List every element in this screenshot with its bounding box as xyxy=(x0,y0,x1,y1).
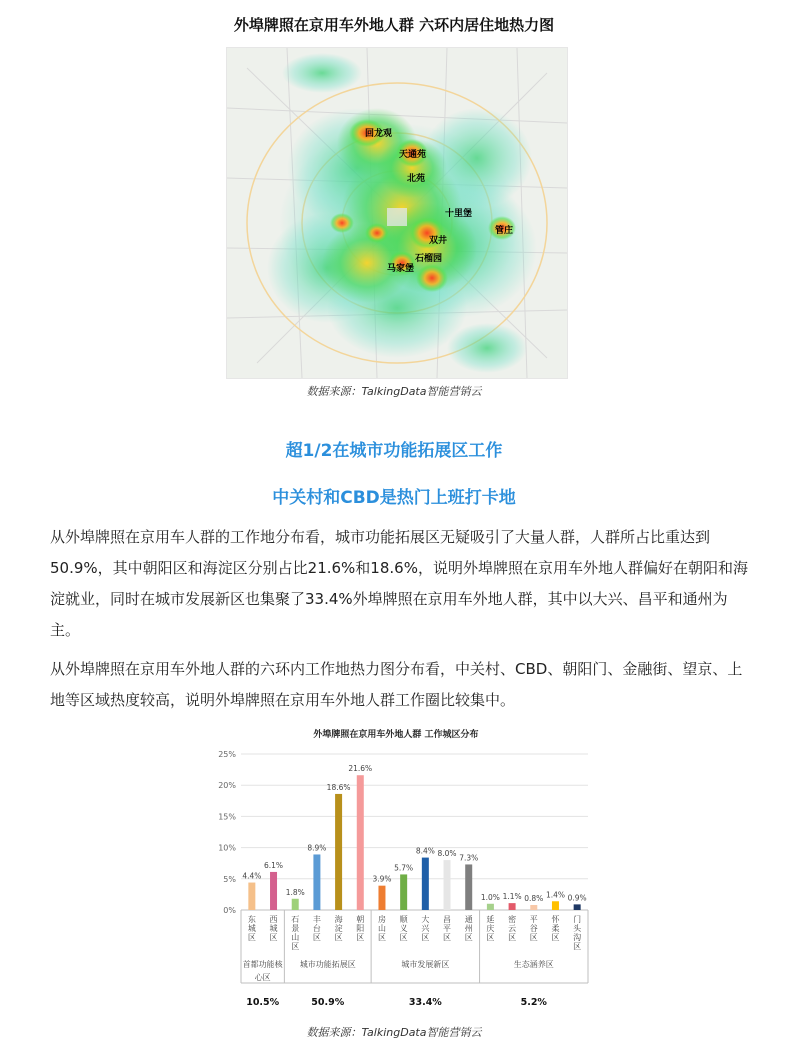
map-label-tiantongyuan: 天通苑 xyxy=(399,150,427,160)
category-label: 石景山区 xyxy=(291,915,300,951)
bar-value-label: 1.1% xyxy=(502,892,522,902)
bar xyxy=(400,874,407,910)
category-label: 房山区 xyxy=(377,915,386,942)
category-label: 朝阳区 xyxy=(356,915,365,942)
group-name: 首都功能核心区 xyxy=(242,960,283,982)
map-label-shuangjing: 双井 xyxy=(429,236,448,246)
bar xyxy=(292,899,299,910)
chart-title: 外埠牌照在京用车外地人群 工作城区分布 xyxy=(313,730,479,740)
bar-value-label: 5.7% xyxy=(394,863,414,873)
bar-value-label: 8.4% xyxy=(415,846,435,856)
bar-value-label: 7.3% xyxy=(459,853,479,863)
bar-value-label: 8.0% xyxy=(437,849,457,859)
map-label-shilibao: 十里堡 xyxy=(445,209,473,219)
bar-value-label: 1.8% xyxy=(285,887,305,897)
category-label: 丰台区 xyxy=(312,915,321,942)
bar xyxy=(509,903,516,910)
heatmap-svg xyxy=(227,48,567,378)
bar xyxy=(465,864,472,910)
bar xyxy=(378,886,385,910)
category-label: 延庆区 xyxy=(486,915,495,942)
bar xyxy=(357,775,364,910)
bar xyxy=(248,883,255,910)
y-tick-label: 20% xyxy=(218,781,236,791)
heatmap-title: 外埠牌照在京用车外地人群 六环内居住地热力图 xyxy=(233,16,555,34)
category-label: 大兴区 xyxy=(421,915,430,942)
map-label-majiapu: 马家堡 xyxy=(387,264,415,274)
y-tick-label: 5% xyxy=(223,874,236,884)
group-name: 城市发展新区 xyxy=(401,960,450,969)
y-tick-label: 15% xyxy=(218,812,236,822)
category-label: 海淀区 xyxy=(334,915,343,942)
y-tick-label: 10% xyxy=(218,843,236,853)
map-label-huilongguan: 回龙观 xyxy=(365,129,393,139)
category-label: 顺义区 xyxy=(399,915,408,942)
category-label: 平谷区 xyxy=(529,915,538,942)
map-label-shiliuyuan: 石榴园 xyxy=(415,254,443,264)
residence-heatmap xyxy=(226,47,568,379)
category-label: 门头沟区 xyxy=(573,915,582,951)
group-total: 50.9% xyxy=(311,997,345,1008)
bar xyxy=(422,858,429,910)
bar-value-label: 1.4% xyxy=(545,890,565,900)
section-heading-1: 超1/2在城市功能拓展区工作 xyxy=(285,441,503,461)
bar xyxy=(530,905,537,910)
bar-value-label: 3.9% xyxy=(372,874,392,884)
group-total: 10.5% xyxy=(246,997,280,1008)
category-label: 通州区 xyxy=(464,915,473,942)
category-label: 东城区 xyxy=(247,915,256,942)
y-tick-label: 0% xyxy=(223,906,236,915)
bar-value-label: 0.8% xyxy=(524,894,544,904)
bar xyxy=(270,872,277,910)
bar xyxy=(552,901,559,910)
category-label: 昌平区 xyxy=(443,915,452,942)
group-total: 5.2% xyxy=(520,997,547,1008)
y-tick-label: 25% xyxy=(218,750,236,759)
paragraph-2: 从外埠牌照在京用车外地人群的六环内工作地热力图分布看，中关村、CBD、朝阳门、金融街、望京、上地等区域热度较高，说明外埠牌照在京用车外地人群工作圈比较集中。 xyxy=(50,660,743,709)
group-total: 33.4% xyxy=(408,997,442,1008)
chart-source: 数据来源：TalkingData智能营销云 xyxy=(306,1026,482,1039)
bar xyxy=(444,860,451,910)
map-label-guanzhuang: 管庄 xyxy=(495,226,514,236)
bar xyxy=(335,794,342,910)
bar-value-label: 21.6% xyxy=(348,764,373,774)
bar-chart-svg xyxy=(196,725,596,1025)
category-label: 密云区 xyxy=(508,915,517,942)
category-label: 怀柔区 xyxy=(551,915,560,942)
bar-value-label: 1.0% xyxy=(480,892,500,902)
bar xyxy=(574,904,581,910)
heatmap-source: 数据来源：TalkingData智能营销云 xyxy=(306,385,482,398)
paragraph-1: 从外埠牌照在京用车人群的工作地分布看，城市功能拓展区无疑吸引了大量人群，人群所占比重达到50.9%，其中朝阳区和海淀区分别占比21.6%和18.6%，说明外埠牌照在京用车外地人群偏好在朝阳和海淀就业，同时在城市发展新区也集聚了33.4%外埠牌照在京用车外地人群，其中以大兴、昌平和通州为主。 xyxy=(50,528,748,639)
group-name: 城市功能拓展区 xyxy=(299,960,356,969)
bar xyxy=(313,854,320,910)
bar-value-label: 8.9% xyxy=(307,843,327,853)
bar-value-label: 6.1% xyxy=(264,860,284,870)
bar-value-label: 18.6% xyxy=(326,782,351,792)
group-name: 生态涵养区 xyxy=(513,960,554,969)
bar-value-label: 4.4% xyxy=(242,871,262,881)
bar-value-label: 0.9% xyxy=(567,893,587,903)
bar xyxy=(487,904,494,910)
work-district-chart xyxy=(196,725,596,1025)
map-label-beiyuan: 北苑 xyxy=(407,174,426,184)
section-heading-2: 中关村和CBD是热门上班打卡地 xyxy=(272,488,516,508)
category-label: 西城区 xyxy=(269,915,278,942)
